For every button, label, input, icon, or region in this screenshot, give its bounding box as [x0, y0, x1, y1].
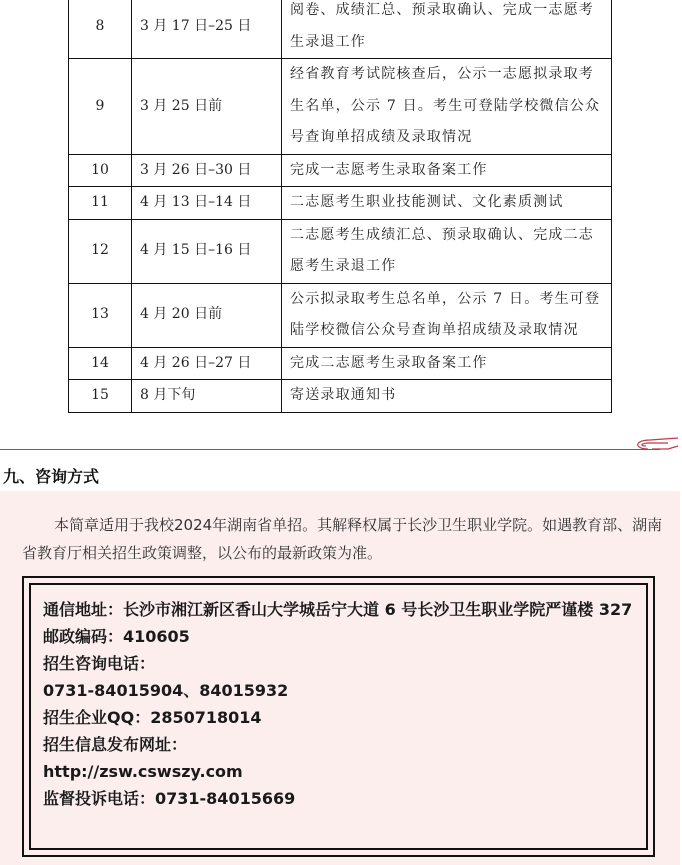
table-row [69, 59, 612, 155]
table-row [69, 347, 612, 380]
contact-info-inner-frame [29, 583, 648, 850]
row-date-cell: 3 月 17 日–25 日 [132, 0, 282, 59]
divider-ornament-icon [628, 436, 680, 454]
table-row [69, 154, 612, 187]
row-date-cell: 3 月 26 日–30 日 [132, 154, 282, 187]
row-date-cell: 3 月 25 日前 [132, 59, 282, 155]
contact-phone-label: 招生咨询电话： [43, 654, 156, 673]
row-number-cell: 9 [69, 59, 132, 155]
row-description-cell: 完成一志愿考生录取备案工作 [282, 154, 612, 187]
contact-qq: 招生企业QQ：2850718014 [43, 708, 262, 727]
section-heading: 九、咨询方式 [3, 467, 100, 486]
contact-website-value: http://zsw.cswszy.com [43, 762, 243, 781]
table-row [69, 380, 612, 413]
row-number-cell: 14 [69, 347, 132, 380]
row-description-cell: 寄送录取通知书 [282, 380, 612, 413]
row-number-cell: 8 [69, 0, 132, 59]
admission-schedule-table [68, 0, 612, 413]
contact-info-box [22, 576, 655, 857]
row-number-cell: 13 [69, 283, 132, 347]
section-divider-line [0, 449, 660, 450]
row-description-cell: 阅卷、成绩汇总、预录取确认、完成一志愿考生录退工作 [282, 0, 612, 59]
row-number-cell: 10 [69, 154, 132, 187]
row-description-cell: 公示拟录取考生总名单，公示 7 日。考生可登陆学校微信公众号查询单招成绩及录取情况 [282, 283, 612, 347]
table-row [69, 0, 612, 59]
row-date-cell: 4 月 15 日–16 日 [132, 219, 282, 283]
row-date-cell: 8 月下旬 [132, 380, 282, 413]
row-number-cell: 11 [69, 187, 132, 220]
row-description-cell: 二志愿考生职业技能测试、文化素质测试 [282, 187, 612, 220]
row-date-cell: 4 月 26 日–27 日 [132, 347, 282, 380]
contact-postcode: 邮政编码：410605 [43, 627, 190, 646]
table-row [69, 187, 612, 220]
row-number-cell: 15 [69, 380, 132, 413]
intro-paragraph: 本简章适用于我校2024年湖南省单招。其解释权属于长沙卫生职业学院。如遇教育部、湖南省教育厅相关招生政策调整，以公布的最新政策为准。 [22, 516, 663, 562]
contact-address: 通信地址：长沙市湘江新区香山大学城岳宁大道 6 号长沙卫生职业学院严谨楼 327 [43, 600, 633, 619]
contact-phone-value: 0731-84015904、84015932 [43, 681, 289, 700]
row-number-cell: 12 [69, 219, 132, 283]
row-date-cell: 4 月 20 日前 [132, 283, 282, 347]
row-date-cell: 4 月 13 日–14 日 [132, 187, 282, 220]
row-description-cell: 经省教育考试院核查后，公示一志愿拟录取考生名单，公示 7 日。考生可登陆学校微信公众号查询单招成绩及录取情况 [282, 59, 612, 155]
schedule-table-body [69, 0, 612, 412]
contact-complaint-phone: 监督投诉电话：0731-84015669 [43, 789, 296, 808]
table-row [69, 283, 612, 347]
row-description-cell: 完成二志愿考生录取备案工作 [282, 347, 612, 380]
table-row [69, 219, 612, 283]
contact-website-label: 招生信息发布网址： [43, 735, 188, 754]
row-description-cell: 二志愿考生成绩汇总、预录取确认、完成二志愿考生录退工作 [282, 219, 612, 283]
